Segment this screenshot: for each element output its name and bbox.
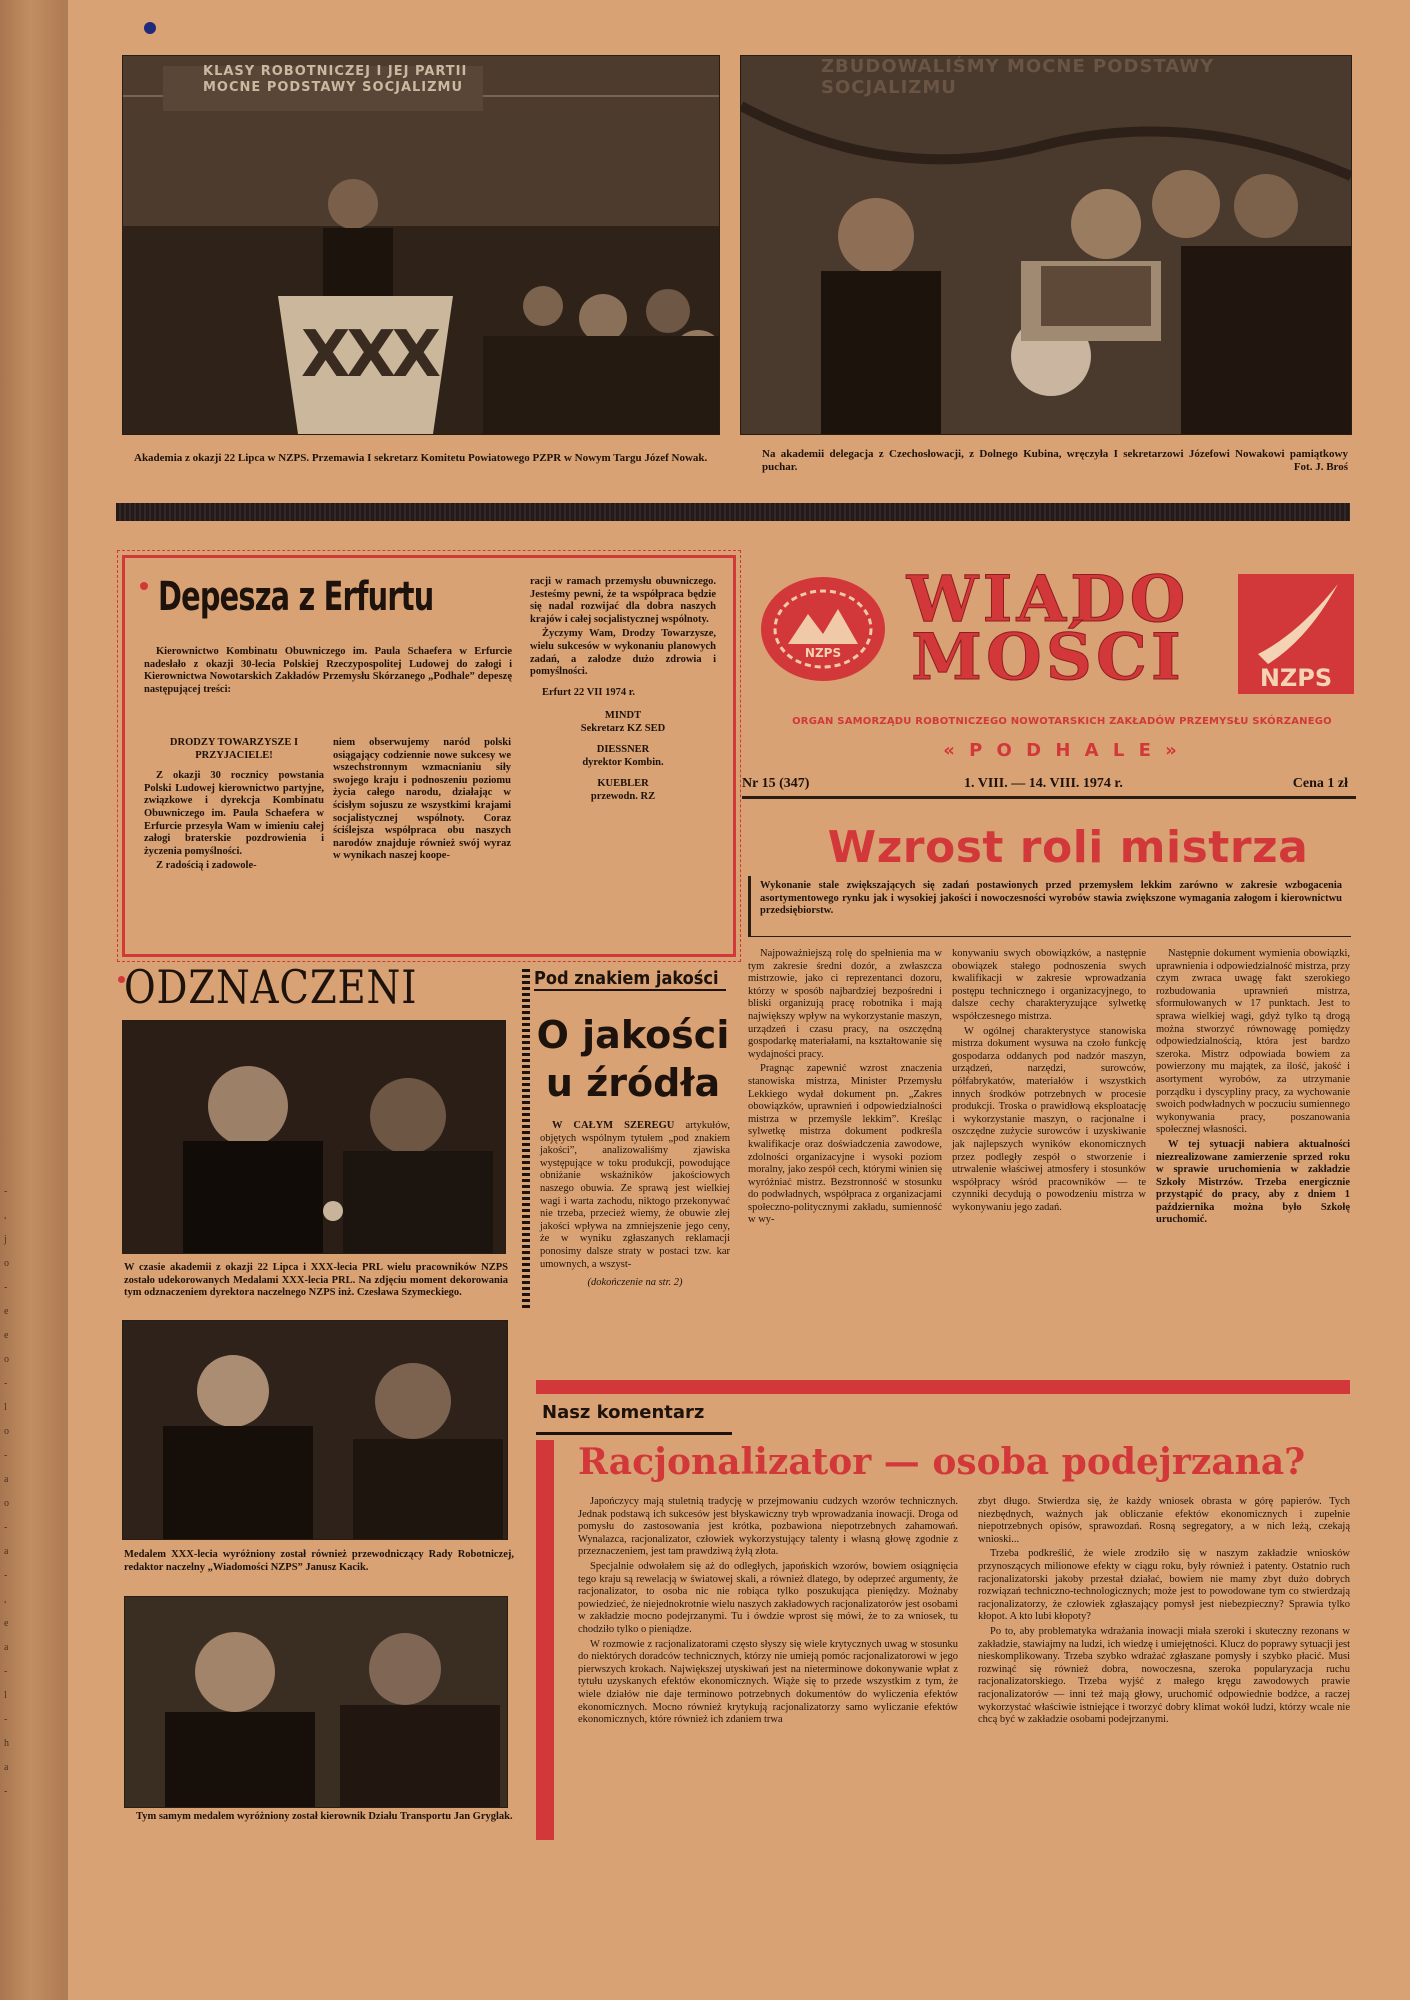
mistrz-col2-text: konywaniu swych obowiązków, a następnie obowiązek stałego podnoszenia swych kwalifikacji w zakresie wprowadzania postępu technicznego i organizacyjnego, to dalsze cechy charakteryzujące sylwetkę współczesnego mistrza. bbox=[952, 948, 1146, 1022]
gutter-mark: l bbox=[4, 1402, 7, 1413]
jakosc-body-text bbox=[540, 1120, 730, 1271]
mistrz-col-3 bbox=[1156, 948, 1350, 1229]
gutter-mark: - bbox=[4, 1570, 8, 1581]
signature-mindt bbox=[530, 709, 716, 735]
depesza-col3-text: racji w ramach przemysłu obuwniczego. Jesteśmy pewni, że ta współpraca będzie się nadal rozwijać dla dobra naszych krajów i całej socjalistycznej wspólnoty. bbox=[530, 576, 716, 625]
photo-banner-left: KLASY ROBOTNICZEJ I JEJ PARTII MOCNE PODSTAWY SOCJALIZMU bbox=[203, 64, 468, 95]
gutter-mark: a bbox=[4, 1474, 9, 1485]
gutter-mark: - bbox=[4, 1186, 8, 1197]
issue-price: Cena 1 zł bbox=[1292, 776, 1348, 791]
issue-number: Nr 15 (347) bbox=[742, 776, 810, 791]
gutter-marks bbox=[4, 1180, 18, 1804]
gutter-mark: - bbox=[4, 1282, 8, 1293]
gutter-mark: - bbox=[4, 1666, 8, 1677]
photo-medal-gryglak bbox=[124, 1596, 508, 1808]
caption-delegation bbox=[762, 448, 1348, 474]
komentarz-title: Racjonalizator — osoba podejrzana? bbox=[578, 1441, 1306, 1483]
logo-text: NZPS bbox=[804, 646, 842, 660]
signature-diessner bbox=[530, 743, 716, 769]
komentarz-red-bar bbox=[536, 1380, 1350, 1394]
mistrz-col3b-text: W tej sytuacji nabiera aktualności niezrealizowane zamierzenie sprzed roku w sprawie uruchomienia w zakładzie Szkoły Mistrzów. Trzeba energicznie przystąpić do pracy, aby z dniem 1 października można było Szkołę uruchomić. bbox=[1156, 1138, 1350, 1226]
komentarz-kicker: Nasz komentarz bbox=[542, 1402, 705, 1423]
gutter-mark: e bbox=[4, 1306, 9, 1317]
depesza-col-1 bbox=[144, 737, 324, 875]
gutter-mark: , bbox=[4, 1594, 7, 1605]
mistrz-col2b-text: W ogólnej charakterystyce stanowiska mistrza dokument wysuwa na czoło funkcję gospodarza oddanych pod nadzór maszyn, urządzeń, narzędzi, surowców, półfabrykatów, materiałów i wszystkich innych środków potrzebnych w procesie produkcji. Troska o prawidłową eksploatację i wykorzystanie maszyn, o racjonalne i oszczędne zużycie surowców i uzyskiwanie jak najlepszych wyników ekonomicznych przez podległy zespół o stworzenie i utrwalenie właściwej atmosfery i stosunków współpracy wśród pracowników — te czynniki decydują o powodzeniu mistrza w wykonywaniu jego zadań. bbox=[952, 1025, 1146, 1213]
mistrz-lead: Wykonanie stale zwiększających się zadań postawionych przed przemysłem lekkim zarówno w zakresie wzbogacenia asortymentowego rynku jak i wysokiej jakości i nowoczesności wyrobów stawia zwiększone wymagania załogom i kierownictwu przedsiębiorstw. bbox=[760, 880, 1342, 917]
issue-bar bbox=[742, 776, 1356, 799]
mistrz-col-2 bbox=[952, 948, 1146, 1216]
gutter-mark: a bbox=[4, 1546, 9, 1557]
depesza-title: Depesza z Erfurtu bbox=[158, 574, 434, 620]
gutter-mark: j bbox=[4, 1234, 7, 1245]
mistrz-col3-text: Następnie dokument wymienia obowiązki, uprawnienia i odpowiedzialność mistrza, przy czym zwraca uwagę fakt szerokiego rozbudowania uprawnień mistrza, sformułowanych w 17 punktach. Jest to sprawa wielkiej wagi, gdyż tylko tą drogą można stworzyć równowagę pomiędzy odpowiedzialnością, która jest bardzo szeroka. Mistrz odpowiada bowiem za powierzony mu majątek, za ilość, jakość i asortyment wyrobów, za utrzymanie porządku i dyscypliny pracy, za wychowanie swoich podwładnych w poczuciu sumiennego wykonywania pracy, poszanowania społecznej własności. bbox=[1156, 948, 1350, 1136]
issue-dates: 1. VIII. — 14. VIII. 1974 r. bbox=[964, 776, 1123, 791]
gutter-mark: l bbox=[4, 1690, 7, 1701]
sig2-role: dyrektor Kombin. bbox=[582, 757, 664, 769]
jakosc-lead-caps: W CAŁYM SZEREGU bbox=[552, 1120, 675, 1131]
depesza-col-3 bbox=[530, 576, 716, 803]
masthead-podhale: « P O D H A L E » bbox=[943, 740, 1181, 761]
jakosc-body bbox=[540, 1120, 730, 1292]
separator-rule bbox=[116, 503, 1350, 521]
mistrz-col1b-text: Pragnąc zapewnić wzrost znaczenia stanowiska mistrza, Minister Przemysłu Lekkiego wydał dokument pn. „Zakres obowiązków, uprawnień i odpowiedzialności mistrza w przemyśle lekkim”. Kreśląc sylwetkę mistrza dokument podkreśla kwalifikacje oraz doświadczenia zawodowe, zdolności organizacyjne i wysoki poziom moralny, jako zespół cech, którymi winien się wyróżniać mistrz. Bezstronność w stosunku do podwładnych, współpraca z organizacjami społeczno-politycznymi zakładu, sumienność w wy- bbox=[748, 1063, 942, 1226]
depesza-intro bbox=[144, 646, 512, 698]
gutter-mark: o bbox=[4, 1354, 9, 1365]
komentarz-left-red-rule bbox=[536, 1440, 554, 1840]
masthead-logo bbox=[758, 574, 888, 684]
hole-dot bbox=[144, 22, 156, 34]
mistrz-col-1 bbox=[748, 948, 942, 1229]
caption-delegation-text: Na akademii delegacja z Czechosłowacji, z Dolnego Kubina, wręczyła I sekretarzowi Józefowi Nowakowi pamiątkowy puchar. bbox=[762, 448, 1348, 473]
komentarz-col2-text: zbyt długo. Stwierdza się, że każdy wniosek obrasta w górę papierów. Tych niezbędnych, ważnych jak obliczanie efektów ekonomicznych i zupełnie niepotrzebnych opisów, sprawozdań. Rosną segregatory, a w nich leżą, czekają wnioski... bbox=[978, 1496, 1350, 1545]
gutter-mark: - bbox=[4, 1450, 8, 1461]
caption-gryglak: Tym samym medalem wyróżniony został kierownik Działu Transportu Jan Gryglak. bbox=[136, 1811, 513, 1822]
depesza-greeting: DRODZY TOWARZYSZE I PRZYJACIELE! bbox=[169, 737, 299, 761]
gutter-mark: o bbox=[4, 1498, 9, 1509]
gutter-mark: - bbox=[4, 1378, 8, 1389]
caption-szymecki: W czasie akademii z okazji 22 Lipca i XXX-lecia PRL wielu pracowników NZPS zostało udekorowanych Medalami XXX-lecia PRL. Na zdjęciu moment dekorowania tym odznaczeniem dyrektora naczelnego NZPS inż. Czesława Szymeckiego. bbox=[124, 1262, 508, 1298]
komentarz-col1-text: Japończycy mają stuletnią tradycję w przejmowaniu cudzych wzorów technicznych. Jednak podstawą ich sukcesów jest błyskawiczny tryb wprowadzania inowacji. Droga od pomysłu do zastosowania jest krótka, pozbawiona niepotrzebnych zahamowań. Wynalazca, racjonalizator, człowiek wykorzystujący talenty i własną głowę zgodnie z przeznaczeniem, jest tam prawdziwą żyłą złota. bbox=[578, 1496, 958, 1558]
gutter-mark: e bbox=[4, 1618, 9, 1629]
komentarz-col1c-text: W rozmowie z racjonalizatorami często słyszy się wiele krytycznych uwag w stosunku do niektórych doradców technicznych, którzy nie umieją pomóc racjonalizatorowi w jego pierwszych krokach. Największej utyskiwań jest na nieterminowe dokonywanie wpłat z tytułu uzyskanych efektów ekonomicznych. Wiąże się to przede wszystkim z tym, że wiele działów nie daje terminowo potrzebnych dokumentów do wyliczenia efektów ekonomicznych. Mocno również krytykują racjonalizatorzy samo wyliczanie efektów ekonomicznych, które również ich zdaniem trwa bbox=[578, 1638, 958, 1726]
jakosc-body-span: artykułów, objętych wspólnym tytułem „pod znakiem jakości”, analizowaliśmy zjawiska występujące w toku produkcji, powodujące obniżanie wskaźników jakościowych naszego obuwia. Ze sprawą jest wielkiej wagi i warta zachodu, niktogo przekonywać nie trzeba, przecież wiemy, że obuwie złej jakości wpływa na zmniejszenie jego ceny, że w wyniku zgłaszanych reklamacji ponosimy dalsze straty w postaci tzw. kar umownych, a wszyst- bbox=[540, 1120, 731, 1270]
depesza-col1-text: Z okazji 30 rocznicy powstania Polski Ludowej kierownictwo partyjne, związkowe i dyrekcja Kombinatu Obuwniczego im. Paula Schaefera w Erfurcie przesyła Wam w imieniu całej załogi braterskie pozdrowienia i życzenia pomyślności. bbox=[144, 770, 324, 857]
caption-kacik: Medalem XXX-lecia wyróżniony został również przewodniczący Rady Robotniczej, redaktor naczelny „Wiadomości NZPS” Janusz Kacik. bbox=[124, 1549, 514, 1573]
gutter-mark: h bbox=[4, 1738, 9, 1749]
komentarz-col-2 bbox=[978, 1496, 1350, 1729]
photo-banner-right: ZBUDOWALIŚMY MOCNE PODSTAWY SOCJALIZMU bbox=[821, 56, 1215, 98]
mistrz-headline: Wzrost roli mistrza bbox=[827, 822, 1309, 873]
depesza-intro-text: Kierownictwo Kombinatu Obuwniczego im. Paula Schaefera w Erfurcie nadesłało z okazji 30-lecia Polskiej Rzeczypospolitej Ludowej do załogi i Kierownictwa Nowotarskich Zakładów Przemysłu Skórzanego „Podhale” depeszę następującej treści: bbox=[144, 646, 512, 695]
caption-akademia: Akademia z okazji 22 Lipca w NZPS. Przemawia I sekretarz Komitetu Powiatowego PZPR w Nowym Targu Józef Nowak. bbox=[134, 452, 708, 464]
mistrz-col1-text: Najpoważniejszą rolę do spełnienia ma w tym zakresie średni dozór, a zwłaszcza mistrzowie, jako ci reprezentanci dozoru, którzy w sposób najbardziej bezpośredni i bliski organizują pracę robotnika i mają największy wpływ na wykorzystanie maszyn, urządzeń i czasu pracy, na oszczędną gospodarkę materiałami, na kształtowanie się wydajności pracy. bbox=[748, 948, 942, 1060]
photo-medal-szymecki bbox=[122, 1020, 506, 1254]
odznaczeni-title: ODZNACZENI bbox=[124, 960, 418, 1014]
signature-kuebler bbox=[530, 777, 716, 803]
sig3-name: KUEBLER bbox=[597, 778, 649, 790]
sig1-role: Sekretarz KZ SED bbox=[580, 723, 666, 735]
depesza-col1b-text: Z radością i zadowole- bbox=[156, 860, 257, 872]
badge-text: NZPS bbox=[1259, 664, 1333, 692]
sig2-name: DIESSNER bbox=[596, 744, 650, 756]
jakosc-title-1: O jakości bbox=[536, 1013, 730, 1057]
sig1-name: MINDT bbox=[604, 710, 642, 722]
depesza-col-2 bbox=[333, 737, 511, 865]
depesza-place-date: Erfurt 22 VII 1974 r. bbox=[542, 686, 636, 698]
gutter-mark: a bbox=[4, 1762, 9, 1773]
gutter-mark: - bbox=[4, 1786, 8, 1797]
sig3-role: przewodn. RZ bbox=[590, 791, 656, 803]
gutter-mark: - bbox=[4, 1522, 8, 1533]
jakosc-kicker: Pod znakiem jakości bbox=[534, 968, 726, 991]
gutter-mark: o bbox=[4, 1426, 9, 1437]
masthead bbox=[758, 562, 1356, 713]
jakosc-side-rule bbox=[522, 968, 530, 1308]
masthead-title-2: MOŚCI bbox=[911, 620, 1185, 695]
photo-medal-kacik bbox=[122, 1320, 508, 1540]
gutter-mark: , bbox=[4, 1210, 7, 1221]
photo-credit: Fot. J. Broś bbox=[1293, 461, 1348, 473]
masthead-badge bbox=[1238, 574, 1354, 694]
komentarz-col1b-text: Specjalnie odwołałem się aż do odległych, japońskich wzorów, bowiem osiągnięcia tego kraju są rewelacją w światowej skali, a również dlatego, by odeprzeć argumenty, że racjonalizator, to osoba nic nie robiąca tylko poszukująca pieniędzy. Możnaby powiedzieć, że niejednokrotnie wielu naszych zakładowych racjonalizatorów jest osobami w zakładzie mocno podejrzanymi. Tu i ówdzie wprost się mówi, że to za wniosek, tu chodziło tylko o pieniądze. bbox=[578, 1560, 958, 1635]
photo-akademia-speech bbox=[122, 55, 720, 435]
jakosc-continued: (dokończenie na str. 2) bbox=[587, 1277, 683, 1289]
depesza-col2-text: niem obserwujemy naród polski osiągający codziennie nowe sukcesy we wszechstronnym wzmacnianiu siły swojego kraju i podnoszeniu poziomu życia całego narodu, działając w ścisłym sojuszu ze wszystkimi krajami socjalistycznej wspólnoty. Coraz ściślejsza współpraca obu naszych narodów znajduje również swój wyraz w wynikach naszej koope- bbox=[333, 737, 511, 862]
page-fold bbox=[62, 0, 68, 2000]
lectern-text: XXX bbox=[301, 318, 438, 392]
gutter-mark: o bbox=[4, 1258, 9, 1269]
gutter-mark: a bbox=[4, 1642, 9, 1653]
masthead-title-1: WIADO bbox=[906, 562, 1190, 637]
gutter-mark: - bbox=[4, 1714, 8, 1725]
jakosc-title-2: u źródła bbox=[545, 1061, 721, 1105]
depesza-col3b-text: Życzymy Wam, Drodzy Towarzysze, wielu sukcesów w wykonaniu planowych zadań, a załodze dużo zdrowia i pomyślności. bbox=[530, 628, 716, 678]
gutter-mark: e bbox=[4, 1330, 9, 1341]
masthead-subtitle: ORGAN SAMORZĄDU ROBOTNICZEGO NOWOTARSKICH ZAKŁADÓW PRZEMYSŁU SKÓRZANEGO bbox=[792, 716, 1332, 727]
komentarz-col2b-text: Trzeba podkreślić, że wiele zrodziło się w naszym zakładzie wniosków przynoszących milionowe efekty w ciągu roku, były również i patenty. Ostatnio ruch racjonalizatorski jakoby przestał działać, bowiem nie mamy zbyt dużo dobrych rozwiązań techniczno-technologicznych; może jest to powodowane tym co stwierdzają racjonalizatorzy, że człowiek zgłaszający pomysł jest niebezpieczny? Sprawia tylko kłopot. A kto lubi kłopoty? bbox=[978, 1548, 1350, 1623]
komentarz-col2c-text: Po to, aby problematyka wdrażania inowacji miała szeroki i skuteczny rezonans w zakładzie, stawiajmy na ludzi, ich wiedzę i umiejętności. Klucz do poprawy sytuacji jest nieskomplikowany. Trzeba szybko wdrażać zgłaszane pomysły i szybko płacić. Musi rozwinąć się również dobra, nowoczesna, szeroka popularyzacja ruchu racjonalizatorskiego. Trzeba wyjść z małego kręgu zawodowych prawie racjonalizatorów — inni też mają głowy, uruchomić odpowiednie bodźce, a raczej wykorzystać właściwie istniejące i tworzyć dobry klimat wokół ludzi, którzy wcale nie chcą być w zakładzie osobami podejrzanymi. bbox=[978, 1625, 1350, 1726]
depesza-bullet bbox=[140, 582, 148, 590]
photo-delegation-cup bbox=[740, 55, 1352, 435]
komentarz-col-1 bbox=[578, 1496, 958, 1729]
